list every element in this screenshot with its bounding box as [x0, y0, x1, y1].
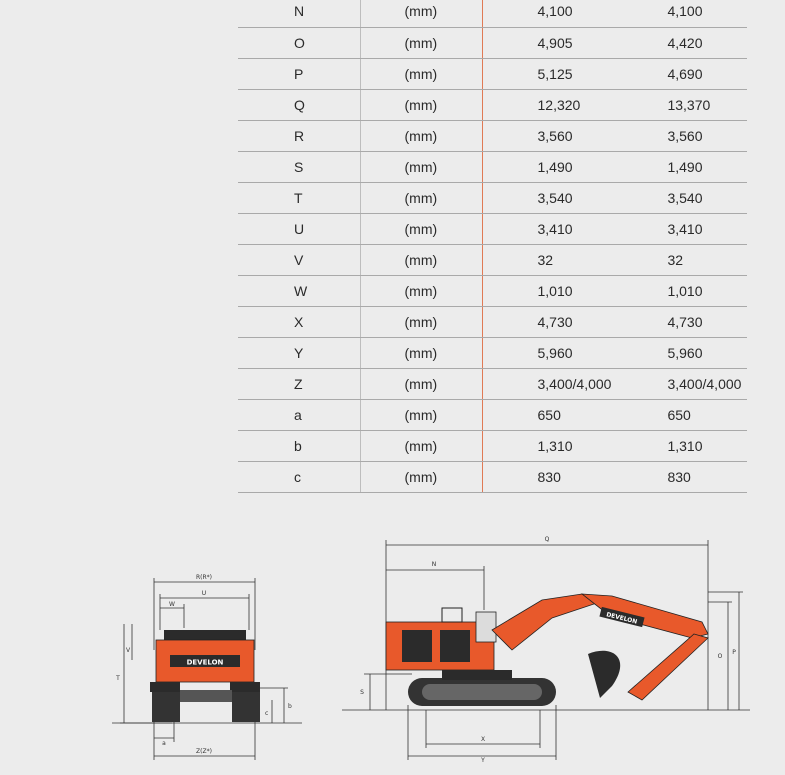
spec-label: S [238, 151, 360, 182]
dim-a-label: a [162, 740, 166, 747]
dim-U-label: U [201, 590, 207, 597]
dim-O-label: O [717, 653, 723, 660]
side-stick [628, 634, 708, 700]
dim-X-label: X [480, 736, 486, 743]
spec-label: W [238, 275, 360, 306]
dim-c-label: c [265, 710, 269, 717]
spec-value-1: 3,560 [482, 120, 611, 151]
spec-value-2: 32 [611, 244, 747, 275]
spec-value-1: 650 [482, 399, 611, 430]
spec-value-2: 3,560 [611, 120, 747, 151]
spec-row-U [238, 213, 747, 244]
spec-value-2: 1,490 [611, 151, 747, 182]
spec-value-1: 830 [482, 461, 611, 492]
spec-label: N [238, 0, 360, 27]
spec-value-1: 5,125 [482, 58, 611, 89]
spec-value-1: 32 [482, 244, 611, 275]
spec-label: V [238, 244, 360, 275]
spec-unit: (mm) [360, 0, 482, 27]
spec-unit: (mm) [360, 461, 482, 492]
rear-track-right-top [230, 682, 260, 692]
spec-value-1: 3,410 [482, 213, 611, 244]
spec-row-b [238, 430, 747, 461]
spec-label: U [238, 213, 360, 244]
spec-value-2: 3,410 [611, 213, 747, 244]
spec-unit: (mm) [360, 275, 482, 306]
spec-row-Y [238, 337, 747, 368]
rear-view-diagram [112, 570, 302, 770]
side-view-diagram [342, 530, 754, 770]
spec-value-2: 4,730 [611, 306, 747, 337]
spec-unit: (mm) [360, 120, 482, 151]
rear-brand-label: DEVELON [186, 658, 224, 667]
spec-unit: (mm) [360, 89, 482, 120]
side-track-inner [422, 684, 542, 700]
spec-value-2: 1,310 [611, 430, 747, 461]
spec-label: P [238, 58, 360, 89]
spec-label: O [238, 27, 360, 58]
spec-unit: (mm) [360, 306, 482, 337]
spec-row-P [238, 58, 747, 89]
spec-unit: (mm) [360, 368, 482, 399]
dim-T-label: T [116, 675, 120, 682]
spec-unit: (mm) [360, 399, 482, 430]
spec-value-2: 1,010 [611, 275, 747, 306]
spec-label: Q [238, 89, 360, 120]
rear-track-left-top [150, 682, 180, 692]
side-cab [476, 612, 496, 642]
dim-S-label: S [360, 689, 364, 696]
spec-row-Z [238, 368, 747, 399]
spec-table-body [238, 0, 747, 492]
spec-unit: (mm) [360, 213, 482, 244]
spec-value-2: 13,370 [611, 89, 747, 120]
spec-value-1: 1,490 [482, 151, 611, 182]
spec-value-2: 830 [611, 461, 747, 492]
dim-R-label: R(R*) [195, 574, 213, 581]
spec-unit: (mm) [360, 244, 482, 275]
spec-label: Z [238, 368, 360, 399]
spec-value-1: 4,905 [482, 27, 611, 58]
spec-unit: (mm) [360, 27, 482, 58]
spec-value-1: 3,540 [482, 182, 611, 213]
spec-value-2: 3,540 [611, 182, 747, 213]
side-engine-grill [402, 630, 432, 662]
side-undercarriage [442, 670, 512, 680]
rear-cab-top [164, 630, 246, 640]
spec-label: R [238, 120, 360, 151]
spec-value-1: 4,100 [482, 0, 611, 27]
spec-value-2: 4,420 [611, 27, 747, 58]
spec-value-1: 12,320 [482, 89, 611, 120]
rear-track-left [152, 692, 180, 722]
spec-row-N [238, 0, 747, 27]
dim-Q-label: Q [544, 536, 550, 543]
side-boom [492, 594, 600, 650]
rear-undercarriage [180, 690, 232, 702]
spec-table [238, 0, 747, 493]
side-bucket [588, 651, 620, 698]
spec-unit: (mm) [360, 337, 482, 368]
dim-V-label: V [125, 647, 131, 654]
spec-row-a [238, 399, 747, 430]
spec-value-2: 3,400/4,000 [611, 368, 747, 399]
spec-label: X [238, 306, 360, 337]
spec-row-O [238, 27, 747, 58]
spec-value-2: 5,960 [611, 337, 747, 368]
spec-row-V [238, 244, 747, 275]
spec-row-W [238, 275, 747, 306]
rear-track-right [232, 692, 260, 722]
spec-row-S [238, 151, 747, 182]
spec-label: T [238, 182, 360, 213]
dim-b-label: b [288, 703, 292, 710]
spec-row-c [238, 461, 747, 492]
spec-value-1: 1,010 [482, 275, 611, 306]
spec-label: b [238, 430, 360, 461]
spec-label: a [238, 399, 360, 430]
dim-Z-label: Z(Z*) [196, 748, 212, 755]
dim-P-label: P [732, 649, 736, 656]
dim-W-label: W [169, 601, 175, 608]
spec-value-2: 650 [611, 399, 747, 430]
spec-label: Y [238, 337, 360, 368]
spec-value-1: 1,310 [482, 430, 611, 461]
spec-unit: (mm) [360, 430, 482, 461]
spec-value-2: 4,690 [611, 58, 747, 89]
spec-value-1: 4,730 [482, 306, 611, 337]
spec-value-1: 3,400/4,000 [482, 368, 611, 399]
side-brand-label: DEVELON [605, 611, 638, 626]
side-panel [440, 630, 470, 662]
spec-unit: (mm) [360, 151, 482, 182]
spec-value-2: 4,100 [611, 0, 747, 27]
spec-row-T [238, 182, 747, 213]
side-rail [442, 608, 462, 622]
spec-value-1: 5,960 [482, 337, 611, 368]
spec-row-R [238, 120, 747, 151]
spec-unit: (mm) [360, 58, 482, 89]
spec-row-X [238, 306, 747, 337]
spec-unit: (mm) [360, 182, 482, 213]
dim-N-label: N [431, 561, 437, 568]
dim-Y-label: Y [481, 757, 485, 764]
spec-row-Q [238, 89, 747, 120]
spec-label: c [238, 461, 360, 492]
